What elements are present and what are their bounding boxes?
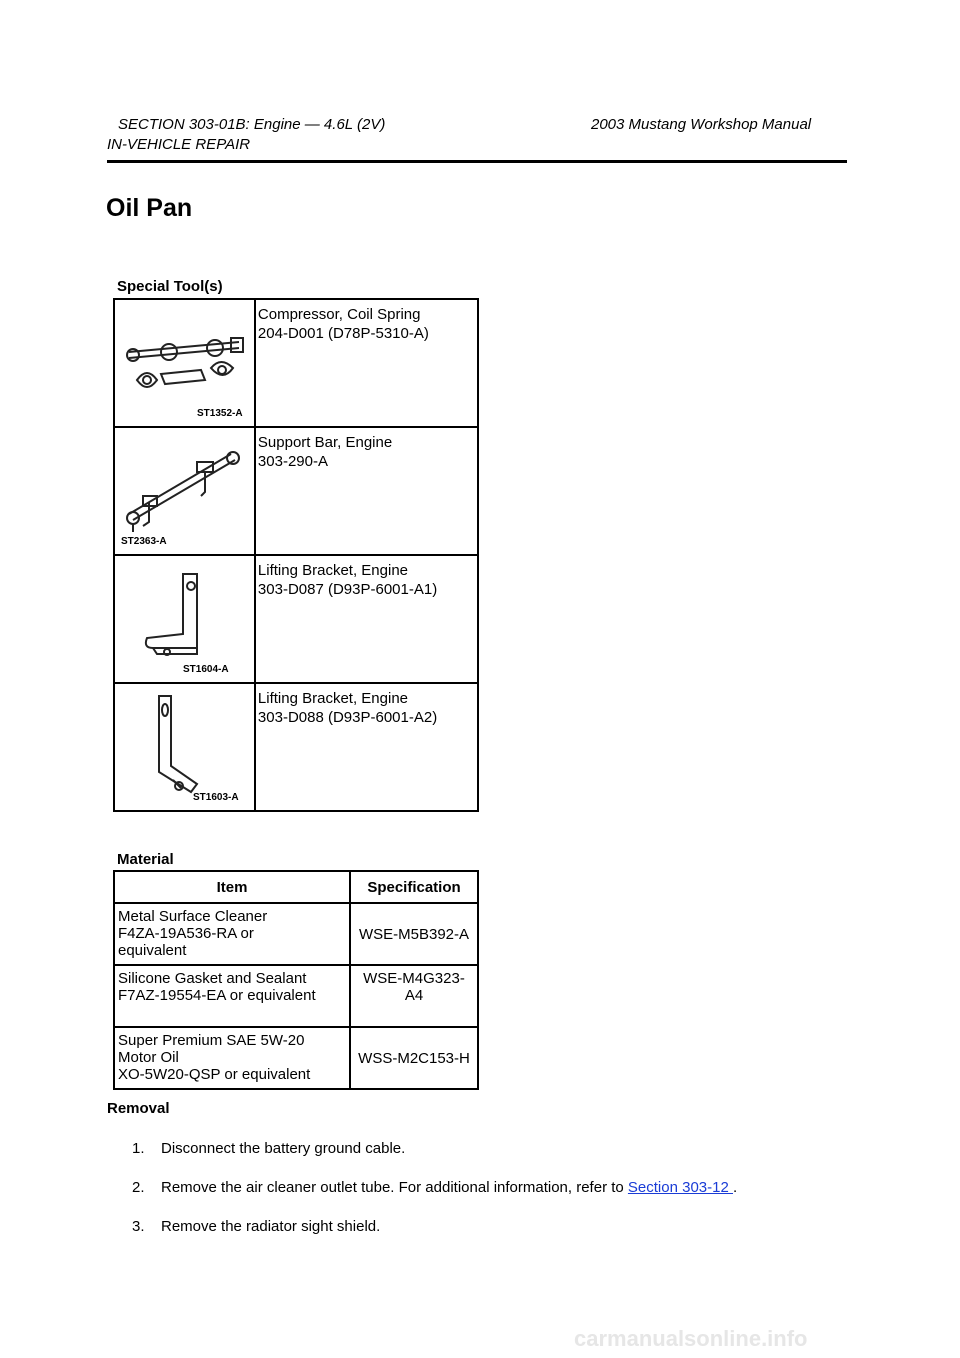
step-number: 2. (132, 1179, 145, 1196)
tool-name: Lifting Bracket, Engine (257, 690, 409, 707)
material-caption: Material (117, 851, 174, 868)
header-manual-title: 2003 Mustang Workshop Manual (591, 116, 812, 133)
tool-number: 303-290-A (257, 453, 328, 470)
tool-description (255, 555, 478, 683)
tool-row (114, 427, 478, 555)
tool-number: 204-D001 (D78P-5310-A) (257, 325, 429, 342)
step-number: 1. (132, 1140, 145, 1157)
header-rule (107, 160, 847, 163)
tool-row (114, 299, 478, 427)
step-number: 3. (132, 1218, 145, 1235)
item-line: Metal Surface Cleaner (118, 908, 268, 925)
column-header-specification: Specification (350, 871, 478, 903)
material-row (114, 1027, 478, 1089)
tool-name: Lifting Bracket, Engine (257, 562, 409, 579)
tool-row (114, 683, 478, 811)
tool-description (255, 683, 478, 811)
tool-illustration-label: ST1604-A (183, 664, 229, 675)
step-text: Remove the air cleaner outlet tube. For additional information, refer to (161, 1179, 628, 1196)
material-item (114, 903, 350, 965)
tool-illustration-label: ST1603-A (193, 792, 239, 803)
material-row (114, 903, 478, 965)
material-specification (350, 1027, 478, 1089)
tool-name: Compressor, Coil Spring (257, 306, 421, 323)
special-tools-table (113, 298, 479, 812)
spec-line: A4 (404, 987, 424, 1004)
tool-illustration-label: ST2363-A (121, 536, 167, 547)
item-line: Motor Oil (118, 1049, 179, 1066)
item-line: XO-5W20-QSP or equivalent (118, 1066, 311, 1083)
spec-line: WSS-M2C153-H (358, 1049, 470, 1067)
tool-illustration-label: ST1352-A (197, 408, 243, 419)
material-specification (350, 965, 478, 1027)
tool-name: Support Bar, Engine (257, 434, 393, 451)
tool-illustration-cell (114, 555, 255, 683)
special-tools-caption: Special Tool(s) (117, 278, 223, 295)
tool-illustration-cell (114, 299, 255, 427)
material-item (114, 1027, 350, 1089)
tool-description (255, 427, 478, 555)
lifting-bracket-a2-illustration (119, 688, 253, 806)
spec-line: WSE-M4G323- (363, 970, 465, 987)
list-item (132, 1179, 737, 1218)
tool-row (114, 555, 478, 683)
material-item (114, 965, 350, 1027)
list-item (132, 1140, 737, 1179)
section-link[interactable]: Section 303-12 (627, 1179, 733, 1196)
material-table (113, 870, 479, 1090)
watermark: carmanualsonline.info (574, 1326, 808, 1351)
item-line: equivalent (118, 942, 187, 959)
material-row (114, 965, 478, 1027)
header-section: SECTION 303-01B: Engine — 4.6L (2V) (118, 116, 386, 133)
step-text-end: . (733, 1179, 738, 1196)
header-subtitle: IN-VEHICLE REPAIR (107, 136, 251, 153)
item-line: Super Premium SAE 5W-20 (118, 1032, 305, 1049)
tool-number: 303-D087 (D93P-6001-A1) (257, 581, 438, 598)
page-title: Oil Pan (106, 194, 193, 222)
step-text: Disconnect the battery ground cable. (161, 1140, 406, 1157)
removal-heading: Removal (107, 1100, 170, 1117)
tool-illustration-cell (114, 683, 255, 811)
removal-steps (132, 1140, 737, 1257)
column-header-item: Item (114, 871, 350, 903)
material-header-row (114, 871, 478, 903)
item-line: F7AZ-19554-EA or equivalent (118, 987, 316, 1004)
tool-description (255, 299, 478, 427)
step-text: Remove the radiator sight shield. (161, 1218, 381, 1235)
list-item (132, 1218, 737, 1257)
spec-line: WSE-M5B392-A (358, 925, 470, 943)
tool-number: 303-D088 (D93P-6001-A2) (257, 709, 438, 726)
item-line: F4ZA-19A536-RA or (118, 925, 254, 942)
material-specification (350, 903, 478, 965)
tool-illustration-cell (114, 427, 255, 555)
coil-spring-compressor-illustration (119, 304, 253, 422)
item-line: Silicone Gasket and Sealant (118, 970, 307, 987)
engine-support-bar-illustration (119, 432, 253, 550)
lifting-bracket-a1-illustration (119, 560, 253, 678)
